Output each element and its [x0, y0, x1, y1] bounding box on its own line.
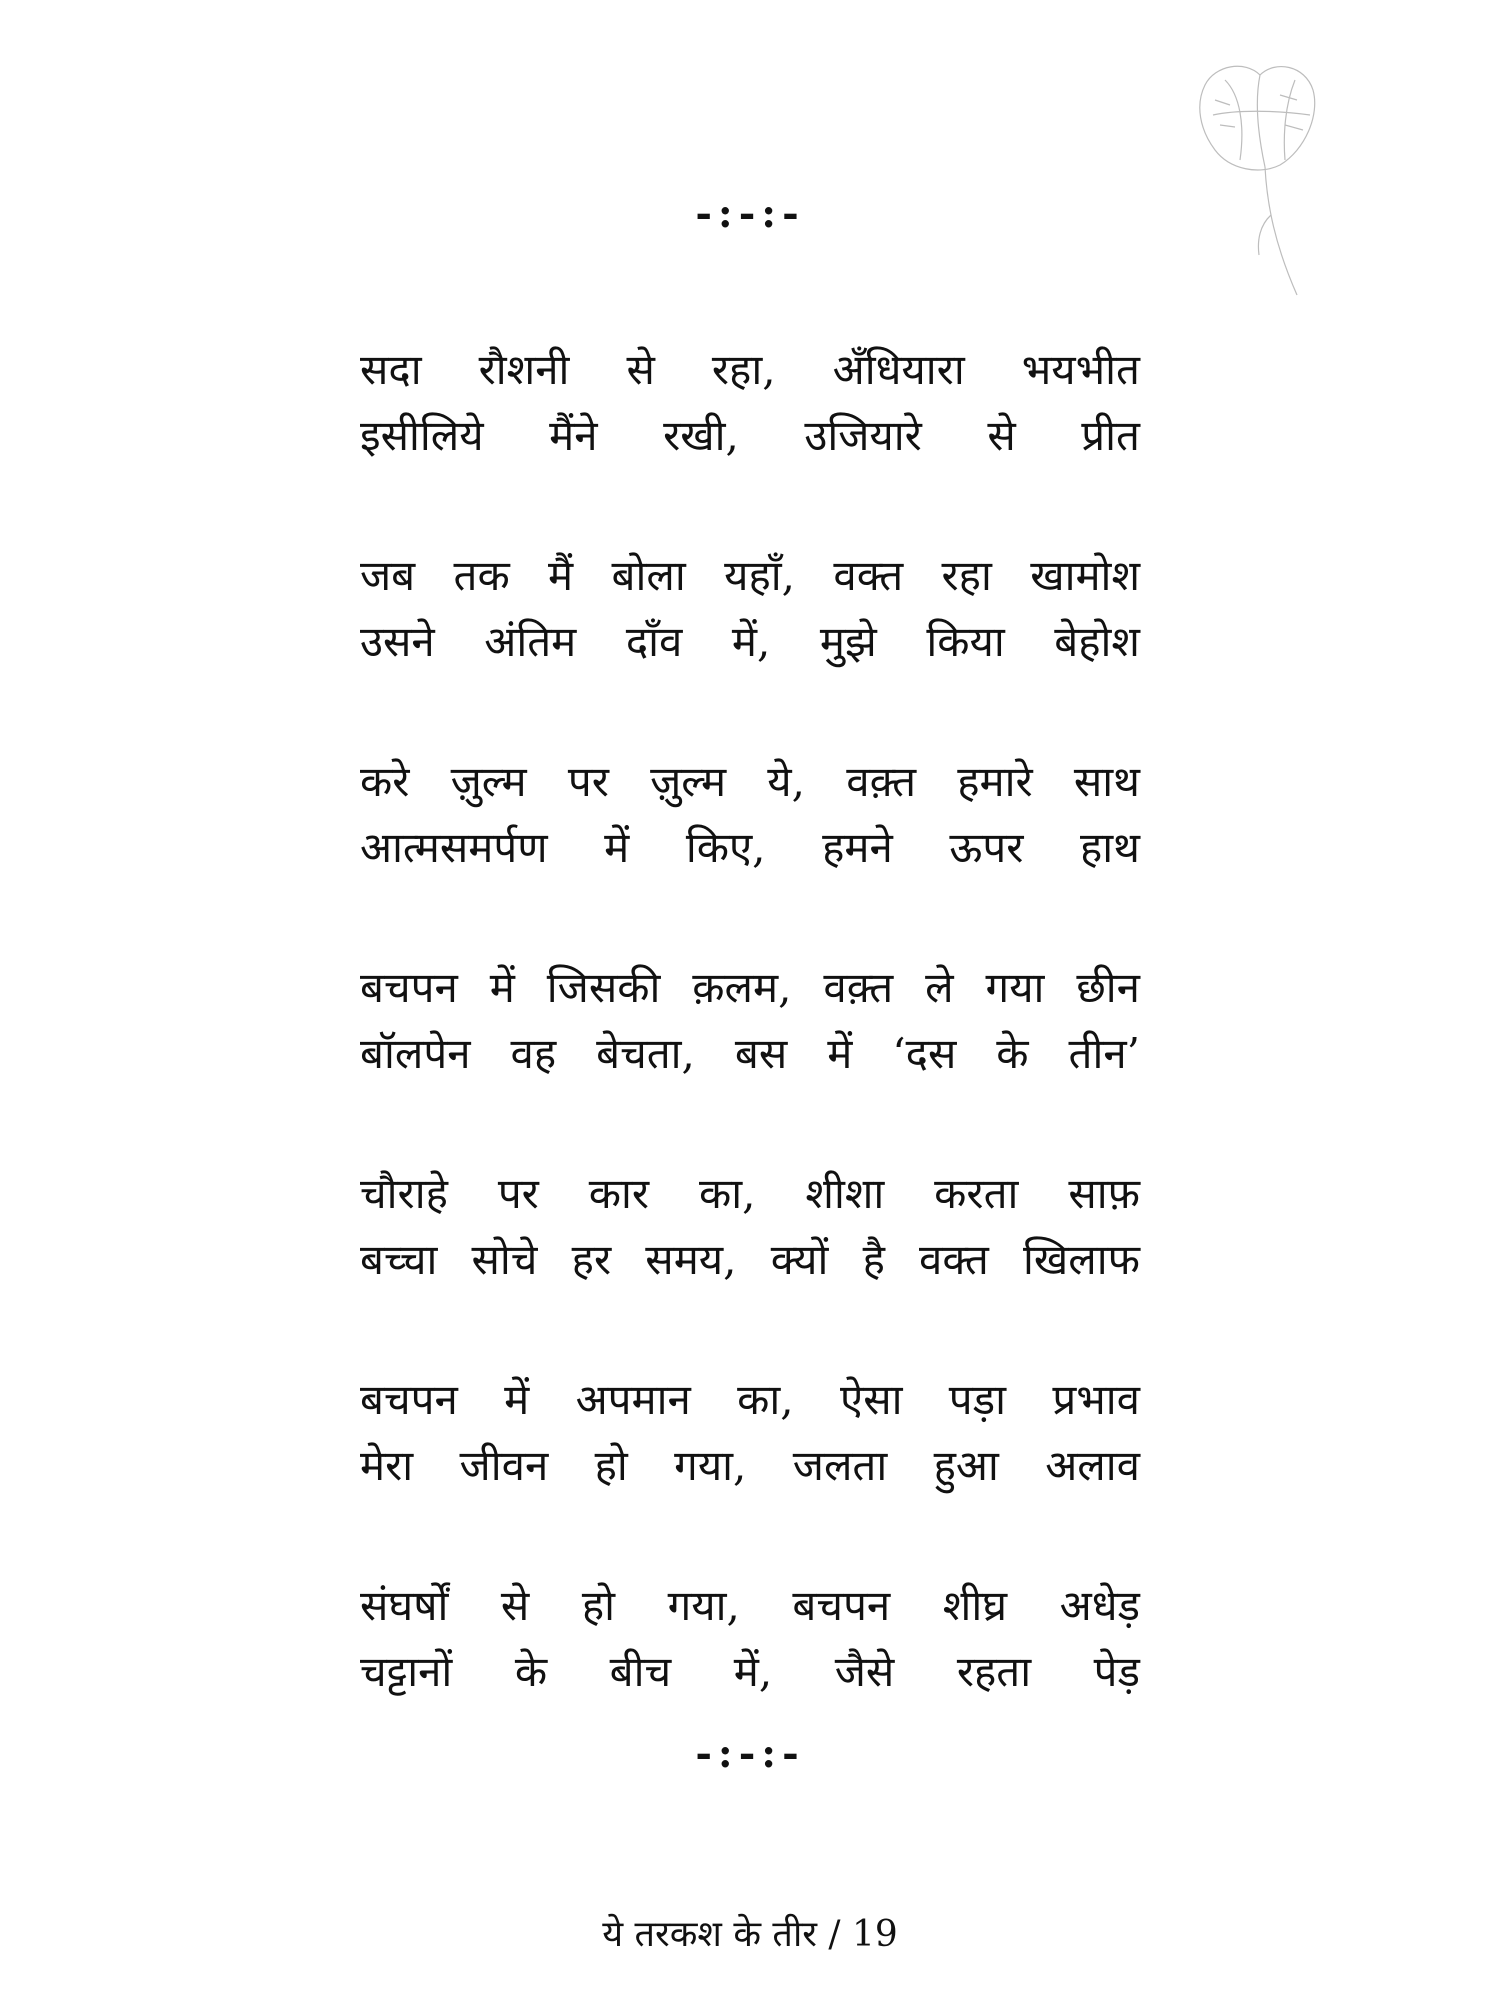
poem-line: बच्चा सोचे हर समय, क्यों है वक्त खिलाफ [360, 1235, 1140, 1284]
poem-line: इसीलिये मैंने रखी, उजियारे से प्रीत [360, 411, 1140, 460]
couplet [360, 337, 1140, 469]
poem-line: आत्मसमर्पण में किए, हमने ऊपर हाथ [360, 823, 1140, 872]
tulip-sketch-icon [1185, 55, 1325, 300]
poem-line: चट्टानों के बीच में, जैसे रहता पेड़ [360, 1647, 1140, 1696]
section-divider-top: -:-:- [695, 190, 805, 237]
poem-line: जब तक मैं बोला यहाँ, वक्त रहा खामोश [360, 551, 1140, 600]
couplet [360, 1161, 1140, 1293]
poem-line: संघर्षों से हो गया, बचपन शीघ्र अधेड़ [360, 1581, 1140, 1630]
poem-line: बचपन में जिसकी क़लम, वक़्त ले गया छीन [360, 963, 1140, 1012]
poem [360, 337, 1140, 1779]
poem-line: सदा रौशनी से रहा, अँधियारा भयभीत [360, 345, 1140, 394]
poem-line: बचपन में अपमान का, ऐसा पड़ा प्रभाव [360, 1375, 1140, 1424]
poem-line: उसने अंतिम दाँव में, मुझे किया बेहोश [360, 617, 1140, 666]
couplet [360, 955, 1140, 1087]
couplet [360, 1573, 1140, 1705]
couplet [360, 1367, 1140, 1499]
poem-line: बॉलपेन वह बेचता, बस में ‘दस के तीन’ [360, 1029, 1140, 1078]
page-footer: ये तरकश के तीर / 19 [602, 1914, 898, 1955]
poem-line: मेरा जीवन हो गया, जलता हुआ अलाव [360, 1441, 1140, 1490]
section-divider-bottom: -:-:- [695, 1730, 805, 1777]
poem-line: चौराहे पर कार का, शीशा करता साफ़ [360, 1169, 1140, 1218]
poem-line: करे ज़ुल्म पर ज़ुल्म ये, वक़्त हमारे साथ [360, 757, 1140, 806]
couplet [360, 749, 1140, 881]
couplet [360, 543, 1140, 675]
